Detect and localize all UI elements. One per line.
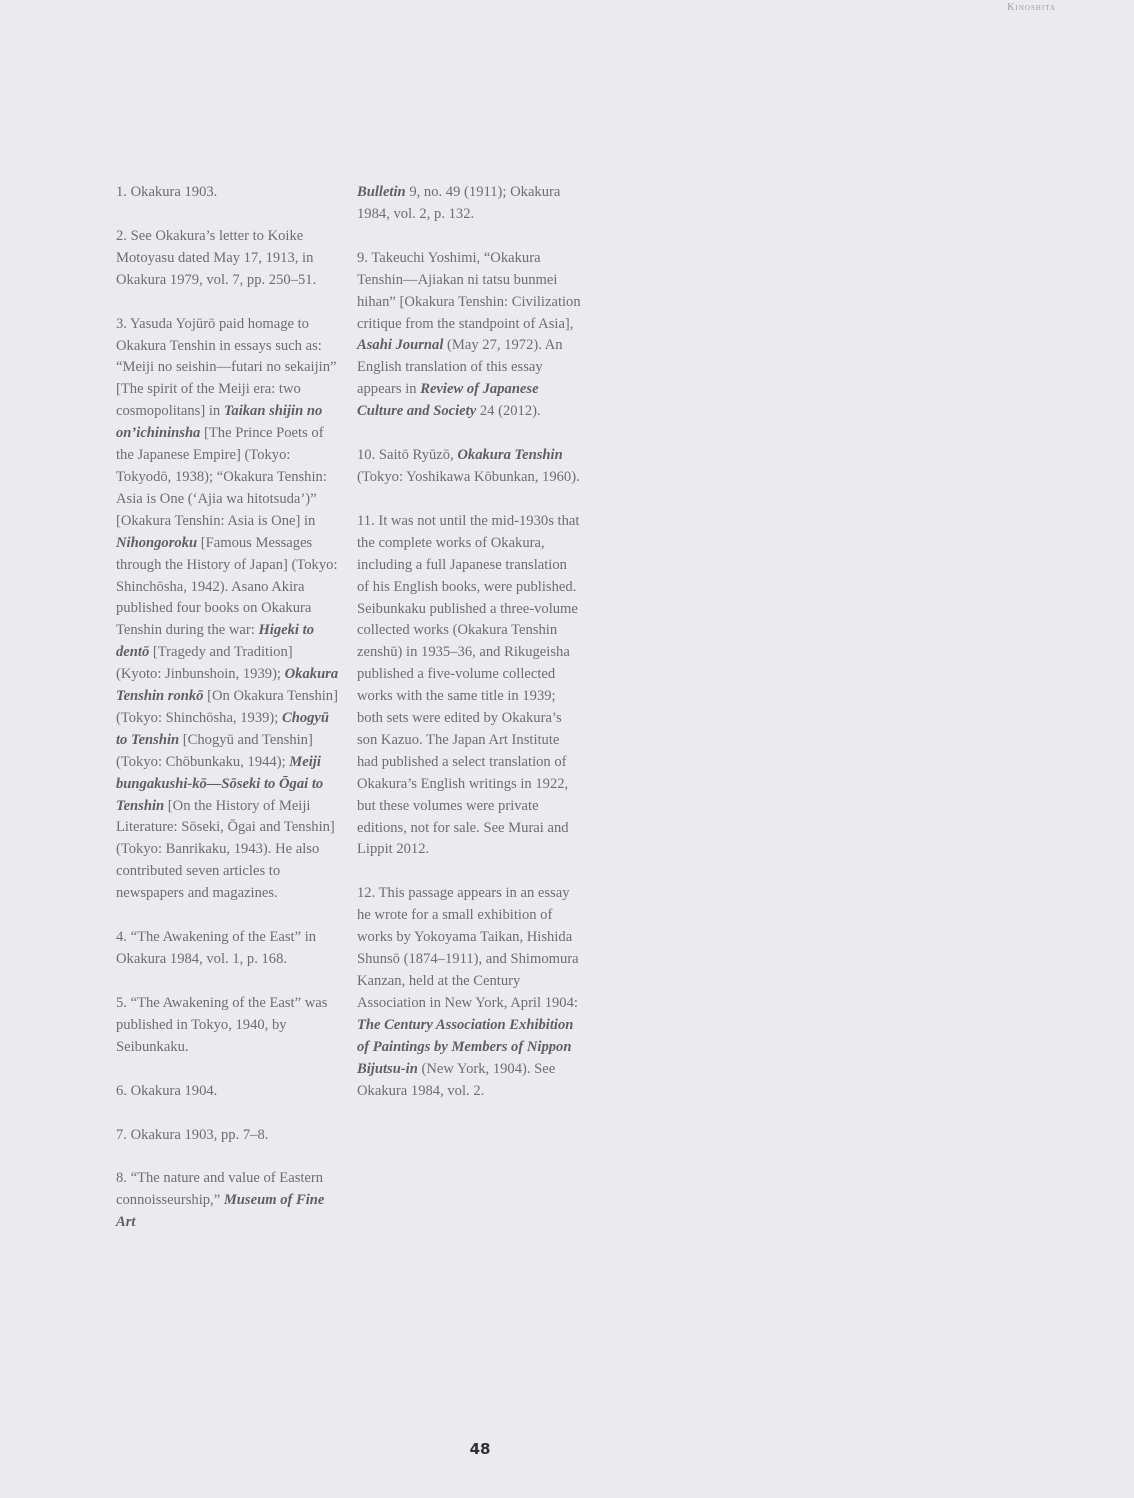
footnote-text: It was not until the mid-1930s that the complete works of Okakura, including a full Japanese translation of his English books, were published. Seibunkaku published a three-volume collected works (Okakura Tenshin zenshū) in 1935–36, and Rikugeisha published a five-volume collected works with the same title in 1939; both sets were edited by Okakura’s son Kazuo. The Japan Art Institute had published a select translation of Okakura’s English writings in 1922, but these volumes were private editions, not for sale. See Murai and Lippit 2012. [357,512,580,858]
footnote-number: 1. [116,184,127,200]
footnote-text: [Tragedy and Tradition] (Kyoto: Jinbunshoin, 1939); [116,644,293,683]
footnote [357,883,581,1102]
footnote-title: Okakura Tenshin [457,447,563,464]
footnote-text: (New York, 1904). See Okakura 1984, vol. 2. [357,1060,556,1099]
footnote-text: See Okakura’s letter to Koike Motoyasu dated May 17, 1913, in Okakura 1979, vol. 7, pp. 250–51. [116,227,317,288]
footnote-title: Asahi Journal [357,337,444,354]
footnote-text: This passage appears in an essay he wrote for a small exhibition of works by Yokoyama Taikan, Hishida Shunsō (1874–1911), and Shimomura Kanzan, held at the Century Association in New York, April 1904: [357,885,579,1011]
footnote-text: “The Awakening of the East” was published in Tokyo, 1940, by Seibunkaku. [116,994,328,1055]
footnote [357,182,581,226]
footnote-number: 7. [116,1126,127,1143]
footnote-title: Bulletin [357,184,406,200]
footnote-text: [On the History of Meiji Literature: Sōseki, Ōgai and Tenshin] (Tokyo: Banrikaku, 1943). He also contributed seven articles to newspapers and magazines. [116,797,335,902]
footnote-text: [Famous Messages through the History of Japan] (Tokyo: Shinchōsha, 1942). Asano Akira published four books on Okakura Tenshin during the war: [116,534,338,639]
footnote-number: 8. [116,1170,127,1187]
footnote-text: Takeuchi Yoshimi, “Okakura Tenshin—Ajiakan ni tatsu bunmei hihan” [Okakura Tenshin: Civilization critique from the standpoint of Asia], [357,249,581,332]
footnote-number: 11. [357,512,375,529]
running-head: Kinoshita [1007,2,1056,13]
footnote-title: Taikan shijin no on’ichininsha [116,403,323,442]
footnote-title: Higeki to dentō [116,622,314,661]
footnote [357,445,581,489]
footnote [116,1125,340,1147]
footnote-title: Meiji bungakushi-kō—Sōseki to Ōgai to Tenshin [116,753,324,814]
footnote-number: 2. [116,227,127,244]
footnote-text: [The Prince Poets of the Japanese Empire] (Tokyo: Tokyodō, 1938); “Okakura Tenshin: Asia is One (‘Ajia wa hitotsuda’)” [Okakura Tenshin: Asia is One] in [116,425,327,529]
footnote-text: Saitō Ryūzō, [375,447,458,464]
footnote-title: Chogyū to Tenshin [116,709,330,748]
footnote-number: 9. [357,249,368,266]
footnote-number: 6. [116,1082,127,1099]
notes-column-right [357,182,581,1124]
footnote [116,314,340,905]
footnote-title: Review of Japanese Culture and Society [357,381,539,420]
footnote-text: [Chogyū and Tenshin] (Tokyo: Chōbunkaku, 1944); [116,731,313,770]
footnote [116,226,340,292]
footnote-text: 9, no. 49 (1911); Okakura 1984, vol. 2, p. 132. [357,184,561,222]
footnote-title: Okakura Tenshin ronkō [116,666,339,705]
footnote [116,1168,340,1234]
notes-column-left [116,182,340,1256]
footnote-text: [On Okakura Tenshin] (Tokyo: Shinchōsha, 1939); [116,688,338,726]
page-number: 48 [469,1440,491,1458]
footnote-text: Yasuda Yojūrō paid homage to Okakura Tenshin in essays such as: “Meiji no seishin—futari no sekaijin” [The spirit of the Meiji era: two cosmopolitans] in [116,315,337,420]
footnote-text: Okakura 1903, pp. 7–8. [126,1126,269,1143]
footnote-text: (May 27, 1972). An English translation of this essay appears in [357,337,563,398]
footnote-text: 24 (2012). [476,403,541,420]
footnote-text: “The Awakening of the East” in Okakura 1984, vol. 1, p. 168. [116,929,317,967]
footnote-title: The Century Association Exhibition of Paintings by Members of Nippon Bijutsu-in [357,1016,574,1077]
footnote [357,511,581,862]
footnote-title: Museum of Fine Art [116,1192,325,1231]
footnote-number: 5. [116,994,127,1011]
footnote-text: “The nature and value of Eastern connoisseurship,” [116,1170,324,1209]
footnote-text: Okakura 1903. [126,184,218,200]
footnote [116,182,340,204]
footnote [357,248,581,423]
footnote-number: 12. [357,885,376,902]
footnote-number: 3. [116,315,127,332]
footnote [116,1081,340,1103]
footnote [116,927,340,971]
footnote-text: Okakura 1904. [126,1082,218,1099]
footnote-title: Nihongoroku [116,534,198,551]
footnote-number: 4. [116,929,127,946]
footnote [116,993,340,1059]
footnote-number: 10. [357,447,376,464]
footnote-text: (Tokyo: Yoshikawa Kōbunkan, 1960). [357,468,580,485]
